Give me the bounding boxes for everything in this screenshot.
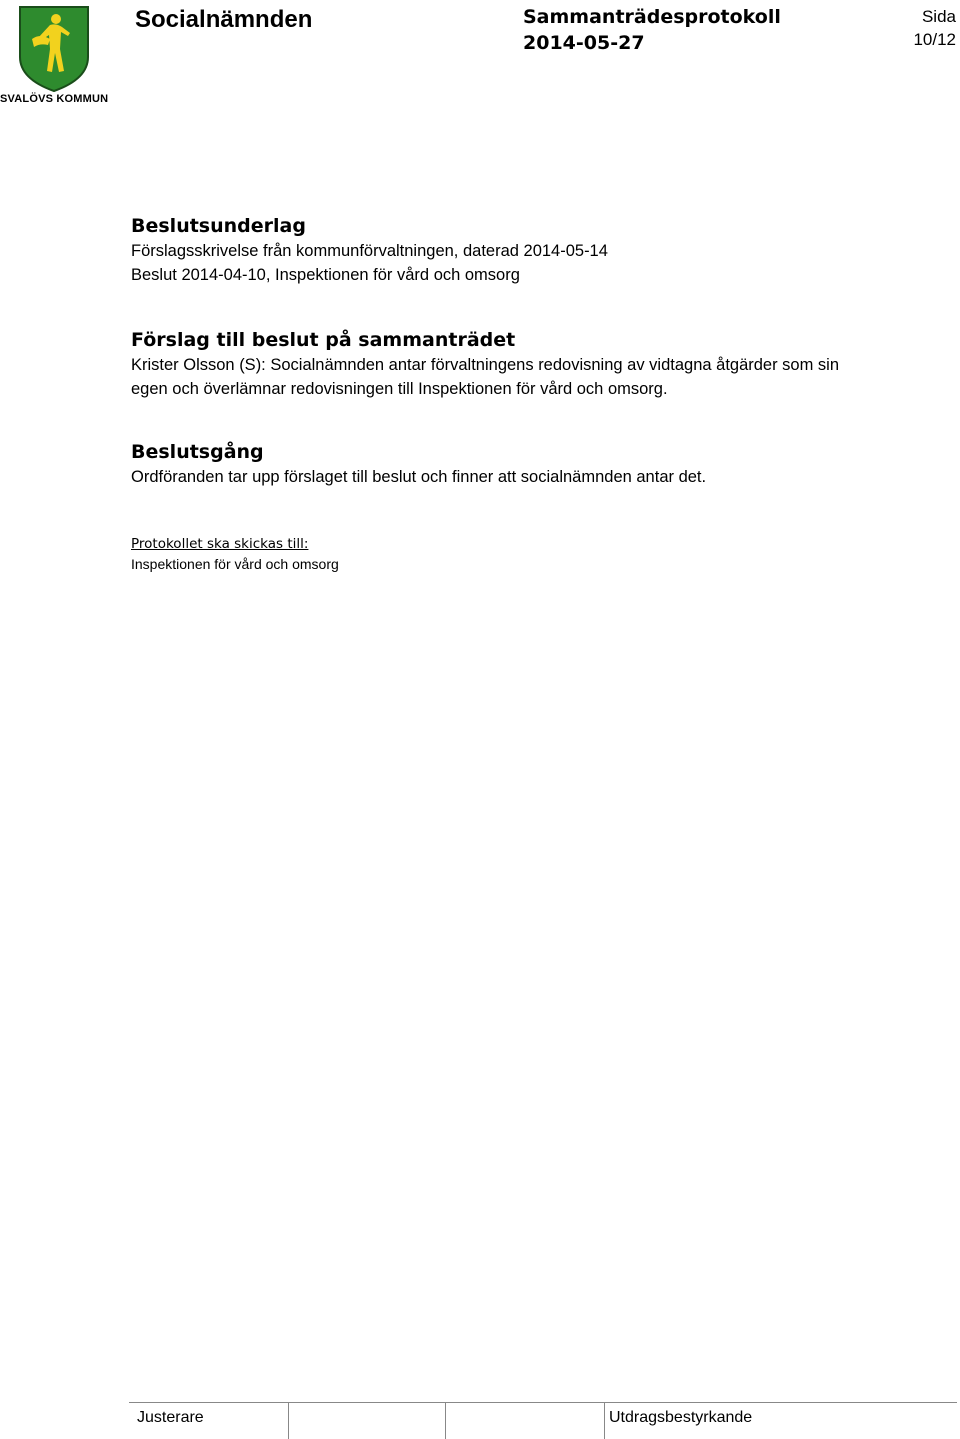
document-type: Sammanträdesprotokoll: [523, 6, 781, 28]
beslutsgang-text: Ordföranden tar upp förslaget till beslut och finner att socialnämnden antar det.: [131, 468, 707, 486]
page-number: 10/12: [913, 30, 956, 49]
footer-justerare: Justerare: [129, 1403, 289, 1439]
committee-title: Socialnämnden: [135, 6, 313, 33]
forslag-line: egen och överlämnar redovisningen till Inspektionen för vård och omsorg.: [131, 380, 668, 398]
distribution-label: Protokollet ska skickas till:: [131, 536, 309, 552]
municipality-name: SVALÖVS KOMMUN: [0, 93, 109, 105]
forslag-line: Krister Olsson (S): Socialnämnden antar förvaltningens redovisning av vidtagna åtgärder som sin: [131, 356, 840, 374]
municipal-coat-of-arms-icon: [18, 5, 90, 93]
page-label: Sida: [921, 7, 956, 26]
footer-utdragsbestyrkande: Utdragsbestyrkande: [609, 1409, 753, 1426]
signature-footer: [129, 1402, 957, 1439]
footer-signature-cell: [446, 1403, 605, 1439]
document-date: 2014-05-27: [523, 32, 645, 54]
underlag-line: Förslagsskrivelse från kommunförvaltningen, daterad 2014-05-14: [131, 242, 608, 260]
section-heading-beslutsunderlag: Beslutsunderlag: [131, 215, 306, 237]
underlag-line: Beslut 2014-04-10, Inspektionen för vård och omsorg: [131, 266, 520, 284]
section-heading-forslag: Förslag till beslut på sammanträdet: [131, 329, 516, 351]
protocol-content: [131, 213, 959, 574]
footer-signature-cell: [289, 1403, 446, 1439]
section-heading-beslutsgang: Beslutsgång: [131, 441, 264, 463]
distribution-recipient: Inspektionen för vård och omsorg: [131, 556, 339, 572]
